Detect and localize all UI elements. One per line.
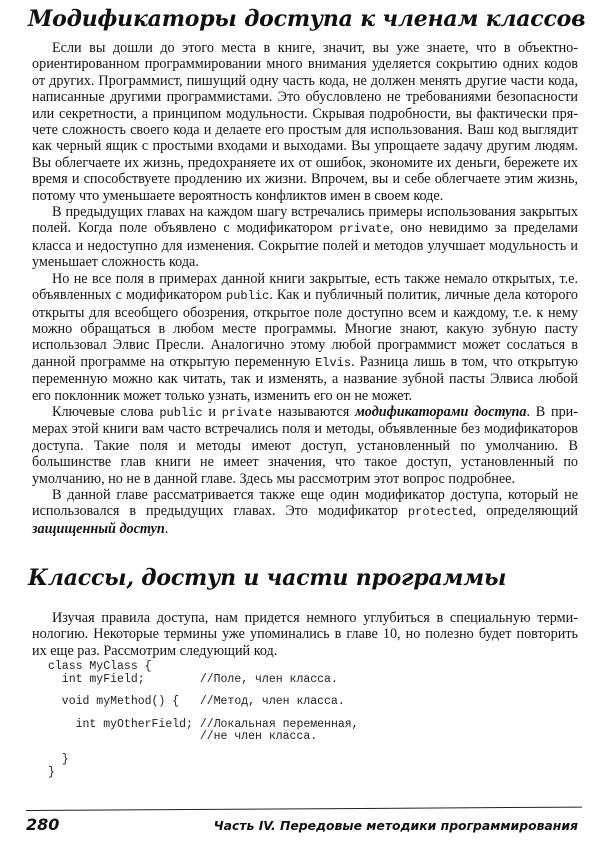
text-run: Если вы дошли до этого места в книге, значит, вы уже знаете, что в объектно-ориентированном программировании много внимания уделяется сокрытию одних кодов от других. Программист, пишущий одну часть кода, не должен менять другие части кода, написанные другими программистами. Это обусловлено не требованиями безопасности или секретности, а принципом модульности. Скрывая подробности, вы фактически прячете сложность своего кода и делаете его простым для использования. Ваш код выглядит как черный ящик с простыми входами и выходами. Вы упрощаете задачу другим людям. Вы облегчаете их жизнь, предохраняете их от ошибок, экономите их деньги, бережете их время и способствуете продлению их жизни. Впрочем, вы и себе облегчаете этим жизнь, потому что уменьшаете вероятность конфликтов имен в своем коде. [32,40,578,204]
text-run: В предыдущих главах на каждом шагу встречались примеры использования закрытых полей. Когда поле объявлено с модификатором [32,204,578,237]
code-line: void myMethod() { //Метод, член класса. [48,695,345,709]
code-line: } [48,752,69,766]
inline-code: public [226,289,270,304]
inline-code: protected [407,505,473,520]
footer-rule [26,807,582,811]
inline-code: private [339,222,390,237]
inline-code: private [221,405,273,420]
code-line: int myOtherField; //Локальная переменная, [48,717,359,731]
text-run: Изучая правила доступа, нам придется немного углубиться в специальную терминологию. Некоторые термины уже упоминались в главе 10, но полезно будет повторить их еще раз. Рассмотрим следующий код. [32,610,578,659]
section-body-classes-access [32,610,578,659]
running-title: Часть IV. Передовые методики программирования [213,818,578,833]
text-run: и [202,403,222,420]
text-run: . Разница лишь в том, что открытую переменную можно как читать, так и изменять, а название зубной пасты Элвиса любой его поклонник может только узнать, изменить его он не может. [32,353,578,404]
paragraph [32,204,578,271]
text-run: . В примерах этой книги вам часто встречались поля и методы, объявленные без модификаторов доступа. Такие поля и методы имеют доступ, установленный по умолчанию. В большинстве глав книги не имеет значения, что такое доступ, установленный по умолчанию, но не в данной главе. Здесь мы рассмотрим этот вопрос подробнее. [32,403,579,487]
code-line [48,744,359,754]
text-run: Ключевые слова [52,403,160,420]
paragraph [32,610,578,659]
inline-code: Elvis [315,355,352,370]
emphasis-term: защищенный доступ [32,520,165,537]
code-line: //не член класса. [48,730,318,744]
page-number: 280 [26,815,60,834]
text-run: . Как и публичный политик, личные дела которого открыты для всеобщего обозрения, открытое поле доступно всем и каждому, т.е. к нему можно обращаться в любом месте программы. Многие знают, какую зубную пасту использовал Элвис Пресли. Аналогично этому любой программист может сослаться в данной программе на открытую переменную [32,287,579,370]
code-line: int myField; //Поле, член класса. [48,672,338,686]
text-run: называются [272,403,356,420]
text-run: Но не все поля в примерах данной книги закрытые, есть также немало открытых, т.е. объявленных с модификатором [32,270,578,304]
text-run: , определяющий [472,503,578,520]
text-run: В данной главе рассматривается также еще один модификатор доступа, который не использовался в предыдущих главах. Это модификатор [32,486,578,520]
section-heading-classes-access: Классы, доступ и части программы [28,565,507,591]
code-listing [48,661,359,779]
paragraph [32,404,578,487]
paragraph [32,487,578,537]
section-body-access-modifiers [32,40,578,537]
paragraph [32,40,578,204]
text-run: , оно невидимо за пределами класса и недоступно для изменения. Сокрытие полей и методов улучшает модульность и уменьшает сложность кода. [32,220,578,271]
inline-code: public [159,405,203,420]
emphasis-term: модификаторами доступа [355,403,527,420]
code-line: class MyClass { [48,660,152,673]
paragraph [32,271,578,404]
section-heading-access-modifiers: Модификаторы доступа к членам классов [28,6,586,32]
text-run: . [164,520,169,537]
code-line: } [48,765,55,779]
